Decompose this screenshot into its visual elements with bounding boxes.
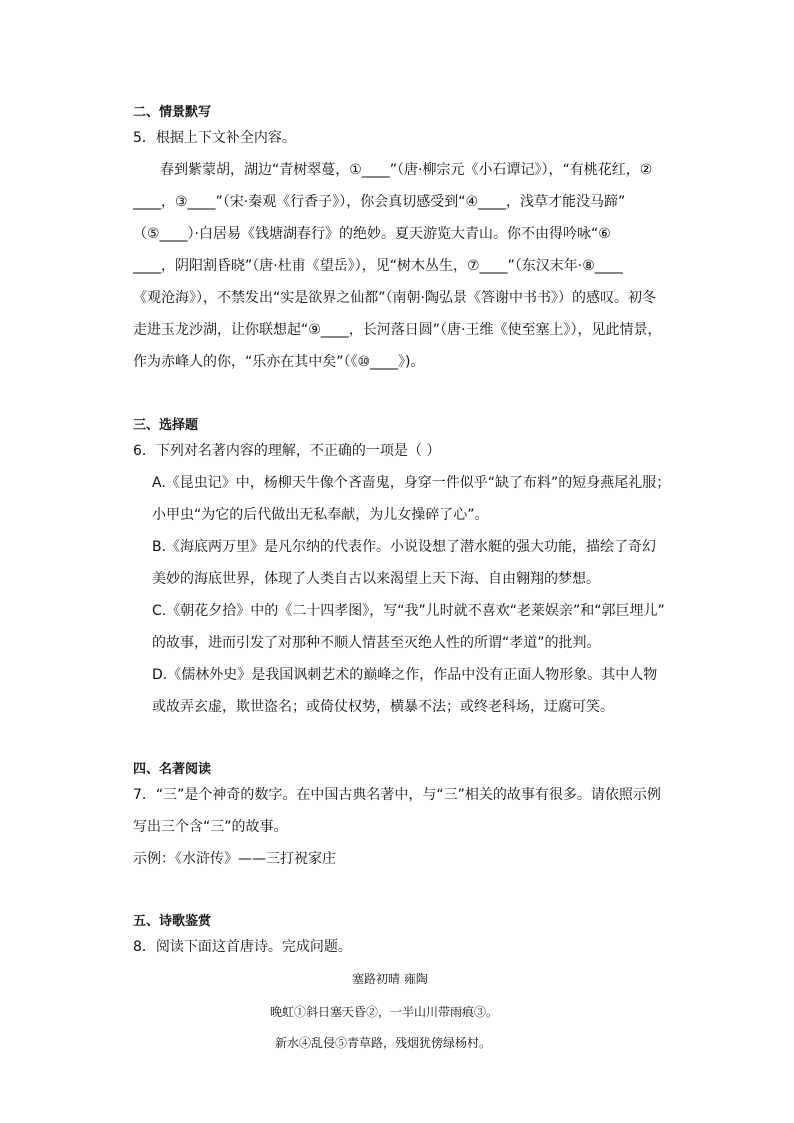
example-line: 示例：《水浒传》——三打祝家庄 <box>133 851 336 867</box>
option-d-line: 或故弄玄虚，欺世盗名；或倚仗权势，横暴不法；或终老科场，迂腐可笑。 <box>152 699 614 715</box>
passage-line: 走进玉龙沙湖，让你联想起“⑨____，长河落日圆”（唐·王维《使至塞上》），见此情景， <box>133 322 662 338</box>
option-d-line: D.《儒林外史》是我国讽刺艺术的巅峰之作，作品中没有正面人物形象。其中人物 <box>152 667 658 683</box>
option-a-line: A.《昆虫记》中，杨柳天牛像个吝啬鬼，身穿一件似乎“缺了布料”的短身燕尾礼服； <box>152 475 671 491</box>
question-7: 7．“三”是个神奇的数字。在中国古典名著中，与“三”相关的故事有很多。请依照示例 <box>133 787 661 803</box>
question-8: 8．阅读下面这首唐诗。完成问题。 <box>133 939 352 955</box>
section-heading-2: 二、情景默写 <box>133 105 212 120</box>
passage-line: 《观沧海》），不禁发出“实是欲界之仙都”（南朝·陶弘景《答谢中书书》）的感叹。初冬 <box>133 290 656 306</box>
section-heading-5: 五、诗歌鉴赏 <box>133 914 212 929</box>
passage-line: ____，阴阳割昏晓”（唐·杜甫《望岳》），见“树木丛生，⑦____”（东汉末年·⑧____ <box>133 258 623 274</box>
option-b-line: B.《海底两万里》是凡尔纳的代表作。小说设想了潜水艇的强大功能，描绘了奇幻 <box>152 539 657 555</box>
option-c-line: 的故事，进而引发了对那种不顺人情甚至灭绝人性的所谓“孝道”的批判。 <box>152 635 601 651</box>
poem-title: 塞路初晴 雍陶 <box>352 972 428 986</box>
question-6: 6．下列对名著内容的理解，不正确的一项是（ ） <box>133 443 441 459</box>
section-heading-4: 四、名著阅读 <box>133 762 212 777</box>
option-a-line: 小甲虫“为它的后代做出无私奉献，为儿女操碎了心”。 <box>152 507 489 523</box>
poem-line: 晚虹①斜日塞天昏②，一半山川带雨痕③。 <box>270 1005 499 1019</box>
passage-line: （⑤____）·白居易《钱塘湖春行》的绝妙。夏天游览大青山。你不由得吟咏“⑥ <box>133 226 611 242</box>
option-b-line: 美妙的海底世界，体现了人类自古以来渴望上天下海、自由翱翔的梦想。 <box>152 571 600 587</box>
question-7-line: 写出三个含“三”的故事。 <box>133 819 288 835</box>
option-c-line: C.《朝花夕拾》中的《二十四孝图》，写“我”儿时就不喜欢“老莱娱亲”和“郭巨埋儿” <box>152 603 665 619</box>
question-5: 5．根据上下文补全内容。 <box>133 130 296 146</box>
passage-line: ____，③____”（宋·秦观《行香子》），你会真切感受到“④____，浅草才能没马蹄” <box>133 194 626 210</box>
passage-line: 作为赤峰人的你，“乐亦在其中矣”（《⑩____》)。 <box>133 354 425 370</box>
passage-line: 春到紫蒙胡，湖边“青树翠蔓，①____”（唐·柳宗元《小石谭记》），“有桃花红，② <box>160 162 653 178</box>
poem-line: 新水④乱侵⑤青草路，残烟犹傍绿杨村。 <box>275 1036 492 1050</box>
section-heading-3: 三、选择题 <box>133 418 199 433</box>
